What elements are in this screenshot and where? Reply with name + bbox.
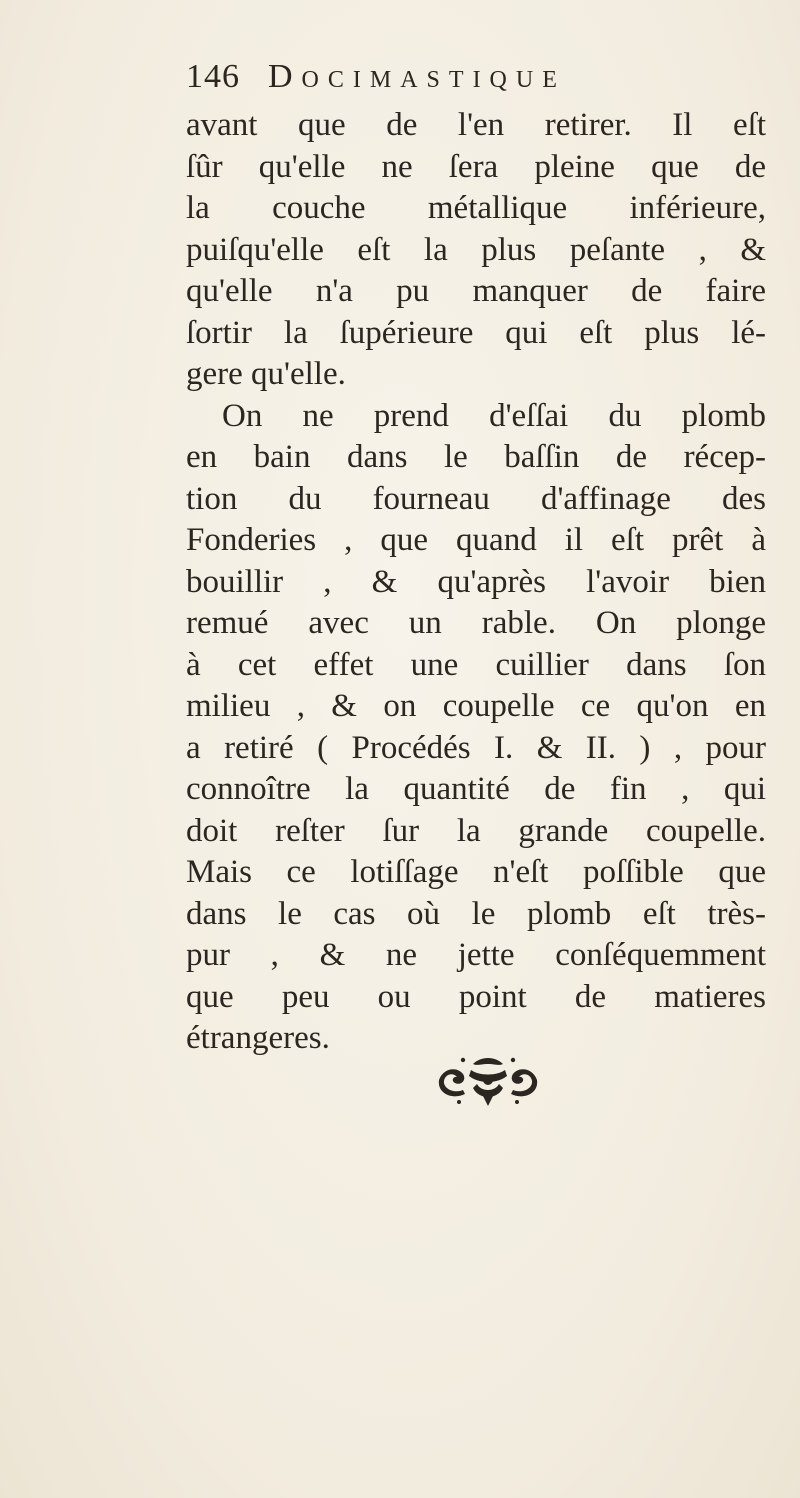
text-line: tion du fourneau d'affinage des: [186, 480, 766, 517]
text-line: ſûr qu'elle ne ſera pleine que de: [186, 148, 766, 185]
fleuron-icon: [433, 1050, 543, 1110]
text-line: que peu ou point de matieres: [186, 978, 766, 1015]
text-line: gere qu'elle.: [186, 356, 346, 392]
text-line: la couche métallique inférieure,: [186, 190, 766, 226]
text-line: étrangeres.: [186, 1020, 330, 1056]
text-line: a retiré ( Procédés I. & II. ) , pour: [186, 729, 766, 766]
text-line: milieu , & on coupelle ce qu'on en: [186, 688, 766, 724]
text-line: ſortir la ſupérieure qui eſt plus lé-: [186, 314, 766, 351]
body-text: [186, 105, 766, 1060]
text-line: puiſqu'elle eſt la plus peſante , &: [186, 231, 766, 268]
text-line: avant que de l'en retirer. Il eſt: [186, 107, 766, 143]
text-line: remué avec un rable. On plonge: [186, 605, 766, 641]
text-line: dans le cas où le plomb eſt très-: [186, 895, 766, 932]
page-header: [186, 58, 686, 108]
text-line: pur , & ne jette conſéquemment: [186, 937, 766, 973]
text-line: connoître la quantité de fin , qui: [186, 771, 766, 807]
text-line: bouillir , & qu'après l'avoir bien: [186, 563, 766, 600]
text-line: à cet effet une cuillier dans ſon: [186, 646, 766, 683]
text-line: On ne prend d'eſſai du plomb: [222, 397, 766, 434]
running-head: Docimastique: [268, 58, 566, 95]
text-line: doit reſter ſur la grande coupelle.: [186, 812, 766, 849]
text-line: qu'elle n'a pu manquer de faire: [186, 273, 766, 309]
text-line: Mais ce lotiſſage n'eſt poſſible que: [186, 854, 766, 890]
text-line: Fonderies , que quand il eſt prêt à: [186, 522, 766, 558]
text-line: en bain dans le baſſin de récep-: [186, 439, 766, 475]
page-number: 146: [186, 58, 240, 95]
